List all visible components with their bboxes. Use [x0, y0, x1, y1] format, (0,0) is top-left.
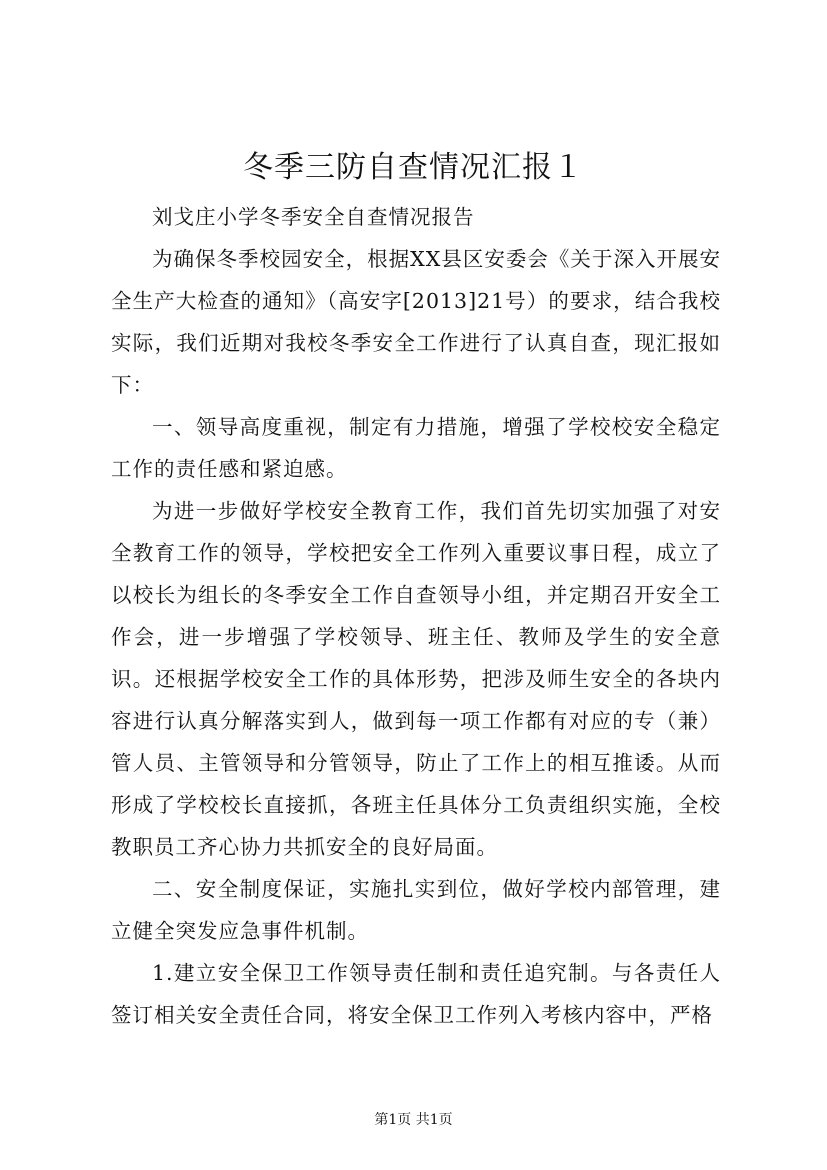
report-subtitle: 刘戈庄小学冬季安全自查情况报告 — [152, 205, 475, 229]
section-2-item-1: 1.建立安全保卫工作领导责任制和责任追究制。与各责任人签订相关安全责任合同，将安全保卫工作列入考核内容中，严格 — [111, 961, 721, 1027]
section-heading-1: 一、领导高度重视，制定有力措施，增强了学校校安全稳定工作的责任感和紧迫感。 — [111, 415, 721, 481]
document-body — [111, 196, 721, 1036]
section-1-paragraph: 为进一步做好学校安全教育工作，我们首先切实加强了对安全教育工作的领导，学校把安全工作列入重要议事日程，成立了以校长为组长的冬季安全工作自查领导小组，并定期召开安全工作会，进一步增强了学校领导、班主任、教师及学生的安全意识。还根据学校安全工作的具体形势，把涉及师生安全的各块内容进行认真分解落实到人，做到每一项工作都有对应的专（兼）管人员、主管领导和分管领导，防止了工作上的相互推诿。从而形成了学校校长直接抓，各班主任具体分工负责组织实施，全校教职员工齐心协力共抓安全的良好局面。 — [111, 499, 721, 859]
intro-paragraph: 为确保冬季校园安全，根据XX县区安委会《关于深入开展安全生产大检查的通知》（高安字[2013]21号）的要求，结合我校实际，我们近期对我校冬季安全工作进行了认真自查，现汇报如下： — [111, 247, 721, 397]
page-footer: 第1页 共1页 — [374, 1112, 453, 1128]
section-heading-2: 二、安全制度保证，实施扎实到位，做好学校内部管理，建立健全突发应急事件机制。 — [111, 877, 721, 943]
document-title: 冬季三防自查情况汇报１ — [243, 150, 584, 185]
